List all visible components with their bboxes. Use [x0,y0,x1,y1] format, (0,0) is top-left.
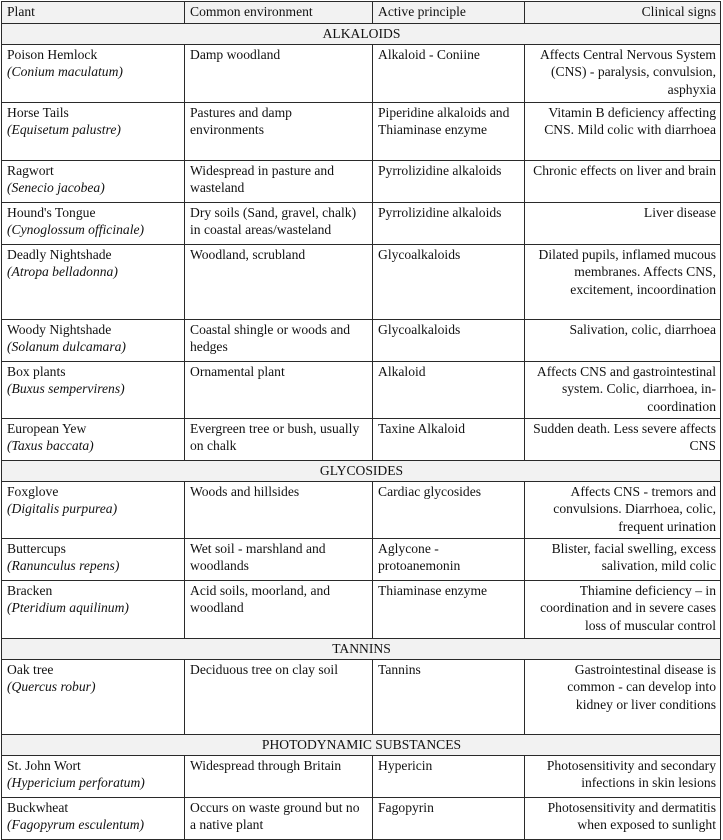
table-row [2,160,721,202]
table-row [2,361,721,418]
environment-cell: Evergreen tree or bush, usually on chalk [185,418,373,460]
plant-scientific-name: (Atropa belladonna) [7,264,118,280]
principle-cell: Hypericin [373,755,525,797]
table-body [2,23,721,839]
plant-cell [2,244,185,319]
header-principle: Active principle [373,2,525,24]
principle-cell: Pyrrolizidine alkaloids [373,202,525,244]
table-row [2,481,721,538]
plant-scientific-name: (Senecio jacobea) [7,180,105,196]
environment-cell: Ornamental plant [185,361,373,418]
plant-cell [2,319,185,361]
clinical-signs-cell: Photosensitivity and secondary infections in skin lesions [525,755,721,797]
plant-common-name: Poison Hemlock [7,46,98,62]
plant-common-name: Woody Nightshade [7,321,112,337]
table-row [2,538,721,580]
table-row [2,244,721,319]
environment-cell: Dry soils (Sand, gravel, chalk) in coastal areas/wasteland [185,202,373,244]
principle-cell: Aglycone - protoanemonin [373,538,525,580]
plant-cell [2,102,185,160]
plant-scientific-name: (Digitalis purpurea) [7,501,118,517]
table-row [2,659,721,734]
plant-cell [2,418,185,460]
plant-scientific-name: (Buxus sempervirens) [7,381,125,397]
plant-common-name: European Yew [7,420,87,436]
plant-scientific-name: (Pteridium aquilinum) [7,600,129,616]
plant-cell [2,44,185,102]
plant-common-name: Bracken [7,582,53,598]
section-row [2,23,721,44]
section-row [2,460,721,481]
poisonous-plants-table [1,1,721,840]
environment-cell: Acid soils, moorland, and woodland [185,580,373,638]
environment-cell: Occurs on waste ground but no a native plant [185,797,373,839]
table-row [2,580,721,638]
plant-common-name: Oak tree [7,661,54,677]
table-row [2,797,721,839]
environment-cell: Damp woodland [185,44,373,102]
environment-cell: Pastures and damp environments [185,102,373,160]
plant-cell [2,481,185,538]
principle-cell: Tannins [373,659,525,734]
clinical-signs-cell: Affects Central Nervous System (CNS) - paralysis, convulsion, asphyxia [525,44,721,102]
plant-scientific-name: (Fagopyrum esculentum) [7,817,145,833]
clinical-signs-cell: Affects CNS - tremors and convulsions. Diarrhoea, colic, frequent urination [525,481,721,538]
plant-cell [2,580,185,638]
environment-cell: Widespread in pasture and wasteland [185,160,373,202]
environment-cell: Wet soil - marshland and woodlands [185,538,373,580]
clinical-signs-cell: Affects CNS and gastrointestinal system. Colic, diarrhoea, in-coordination [525,361,721,418]
plant-cell [2,538,185,580]
plant-common-name: Horse Tails [7,104,69,120]
plant-scientific-name: (Solanum dulcamara) [7,339,126,355]
plant-common-name: Box plants [7,363,66,379]
table-row [2,44,721,102]
table-row [2,202,721,244]
header-environment: Common environment [185,2,373,24]
clinical-signs-cell: Vitamin B deficiency affecting CNS. Mild colic with diarrhoea [525,102,721,160]
plant-scientific-name: (Taxus baccata) [7,438,94,454]
plant-common-name: St. John Wort [7,757,81,773]
principle-cell: Alkaloid [373,361,525,418]
environment-cell: Deciduous tree on clay soil [185,659,373,734]
principle-cell: Glycoalkaloids [373,244,525,319]
table-header-row [2,2,721,24]
clinical-signs-cell: Liver disease [525,202,721,244]
principle-cell: Pyrrolizidine alkaloids [373,160,525,202]
table-row [2,755,721,797]
plant-common-name: Hound's Tongue [7,204,96,220]
section-row [2,638,721,659]
clinical-signs-cell: Thiamine deficiency – in coordination and in severe cases loss of muscular control [525,580,721,638]
environment-cell: Coastal shingle or woods and hedges [185,319,373,361]
principle-cell: Alkaloid - Coniine [373,44,525,102]
plant-cell [2,659,185,734]
clinical-signs-cell: Photosensitivity and dermatitis when exposed to sunlight [525,797,721,839]
plant-cell [2,202,185,244]
principle-cell: Piperidine alkaloids and Thiaminase enzyme [373,102,525,160]
plant-cell [2,755,185,797]
section-title: PHOTODYNAMIC SUBSTANCES [2,734,721,755]
section-title: ALKALOIDS [2,23,721,44]
table-row [2,319,721,361]
header-plant: Plant [2,2,185,24]
clinical-signs-cell: Sudden death. Less severe affects CNS [525,418,721,460]
plant-scientific-name: (Equisetum palustre) [7,122,121,138]
section-title: TANNINS [2,638,721,659]
plant-cell [2,361,185,418]
plant-scientific-name: (Ranunculus repens) [7,558,120,574]
plant-common-name: Buckwheat [7,799,69,815]
plant-scientific-name: (Cynoglossum officinale) [7,222,145,238]
plant-cell [2,797,185,839]
table-row [2,418,721,460]
clinical-signs-cell: Dilated pupils, inflamed mucous membranes. Affects CNS, excitement, incoordination [525,244,721,319]
plant-cell [2,160,185,202]
section-title: GLYCOSIDES [2,460,721,481]
plant-common-name: Ragwort [7,162,54,178]
principle-cell: Thiaminase enzyme [373,580,525,638]
environment-cell: Woodland, scrubland [185,244,373,319]
clinical-signs-cell: Salivation, colic, diarrhoea [525,319,721,361]
plant-common-name: Buttercups [7,540,66,556]
principle-cell: Cardiac glycosides [373,481,525,538]
table-row [2,102,721,160]
plant-scientific-name: (Quercus robur) [7,679,96,695]
clinical-signs-cell: Gastrointestinal disease is common - can develop into kidney or liver conditions [525,659,721,734]
environment-cell: Widespread through Britain [185,755,373,797]
principle-cell: Fagopyrin [373,797,525,839]
principle-cell: Taxine Alkaloid [373,418,525,460]
plant-common-name: Foxglove [7,483,59,499]
plant-scientific-name: (Conium maculatum) [7,64,123,80]
clinical-signs-cell: Blister, facial swelling, excess salivation, mild colic [525,538,721,580]
section-row [2,734,721,755]
plant-common-name: Deadly Nightshade [7,246,112,262]
clinical-signs-cell: Chronic effects on liver and brain [525,160,721,202]
plant-scientific-name: (Hypericium perforatum) [7,775,145,791]
environment-cell: Woods and hillsides [185,481,373,538]
principle-cell: Glycoalkaloids [373,319,525,361]
header-signs: Clinical signs [525,2,721,24]
